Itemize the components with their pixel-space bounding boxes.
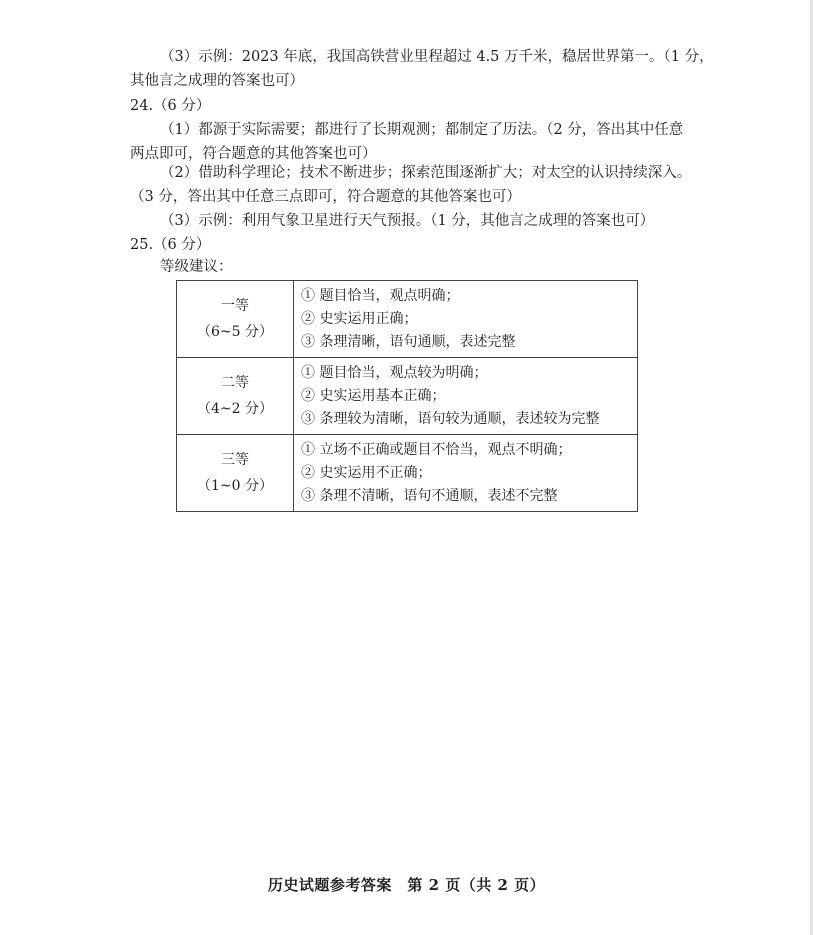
grade-criteria-cell bbox=[294, 281, 638, 358]
grading-table bbox=[176, 280, 638, 512]
grade-row-3 bbox=[177, 435, 638, 512]
criterion-item: ③ 条理清晰，语句通顺，表述完整 bbox=[301, 333, 516, 350]
grading-title: 等级建议： bbox=[160, 259, 233, 275]
criterion-item: ① 题目恰当，观点明确； bbox=[301, 287, 460, 304]
criterion-item: ① 立场不正确或题目不恰当，观点不明确； bbox=[301, 441, 572, 458]
q23-part3-line1: （3）示例：2023 年底，我国高铁营业里程超过 4.5 万千米，稳居世界第一。（1 分， bbox=[160, 49, 714, 65]
criterion-item: ② 史实运用不正确； bbox=[301, 464, 432, 481]
criterion-item: ③ 条理不清晰，语句不通顺，表述不完整 bbox=[301, 487, 558, 504]
q24-part3-line1: （3）示例：利用气象卫星进行天气预报。（1 分，其他言之成理的答案也可） bbox=[160, 213, 655, 229]
grade-level-cell bbox=[177, 281, 294, 358]
q24-part1-line1: （1）都源于实际需要；都进行了长期观测；都制定了历法。（2 分，答出其中任意 bbox=[160, 122, 684, 138]
grade-level: 一等 bbox=[221, 298, 249, 314]
q25-header: 25.（6 分） bbox=[130, 237, 211, 253]
grade-score: （6~5 分） bbox=[197, 324, 273, 340]
grade-criteria-cell bbox=[294, 358, 638, 435]
criterion-item: ② 史实运用基本正确； bbox=[301, 387, 446, 404]
grade-row-2 bbox=[177, 358, 638, 435]
q24-part2-line1: （2）借助科学理论；技术不断进步；探索范围逐渐扩大；对太空的认识持续深入。 bbox=[160, 165, 692, 181]
q24-header: 24.（6 分） bbox=[130, 98, 211, 114]
grade-level-cell bbox=[177, 358, 294, 435]
criterion-item: ② 史实运用正确； bbox=[301, 310, 418, 327]
q23-part3-line2: 其他言之成理的答案也可） bbox=[130, 73, 304, 89]
criterion-item: ① 题目恰当，观点较为明确； bbox=[301, 364, 488, 381]
grade-criteria-cell bbox=[294, 435, 638, 512]
grade-score: （4~2 分） bbox=[197, 401, 273, 417]
grade-score: （1~0 分） bbox=[197, 478, 273, 494]
grade-level: 三等 bbox=[221, 452, 249, 468]
grade-row-1 bbox=[177, 281, 638, 358]
q24-part1-line2: 两点即可，符合题意的其他答案也可） bbox=[130, 146, 377, 162]
q24-part2-line2: （3 分，答出其中任意三点即可，符合题意的其他答案也可） bbox=[130, 189, 521, 205]
page-footer: 历史试题参考答案 第 2 页（共 2 页） bbox=[267, 876, 546, 894]
criterion-item: ③ 条理较为清晰，语句较为通顺，表述较为完整 bbox=[301, 410, 600, 427]
grade-level: 二等 bbox=[221, 375, 249, 391]
grade-level-cell bbox=[177, 435, 294, 512]
